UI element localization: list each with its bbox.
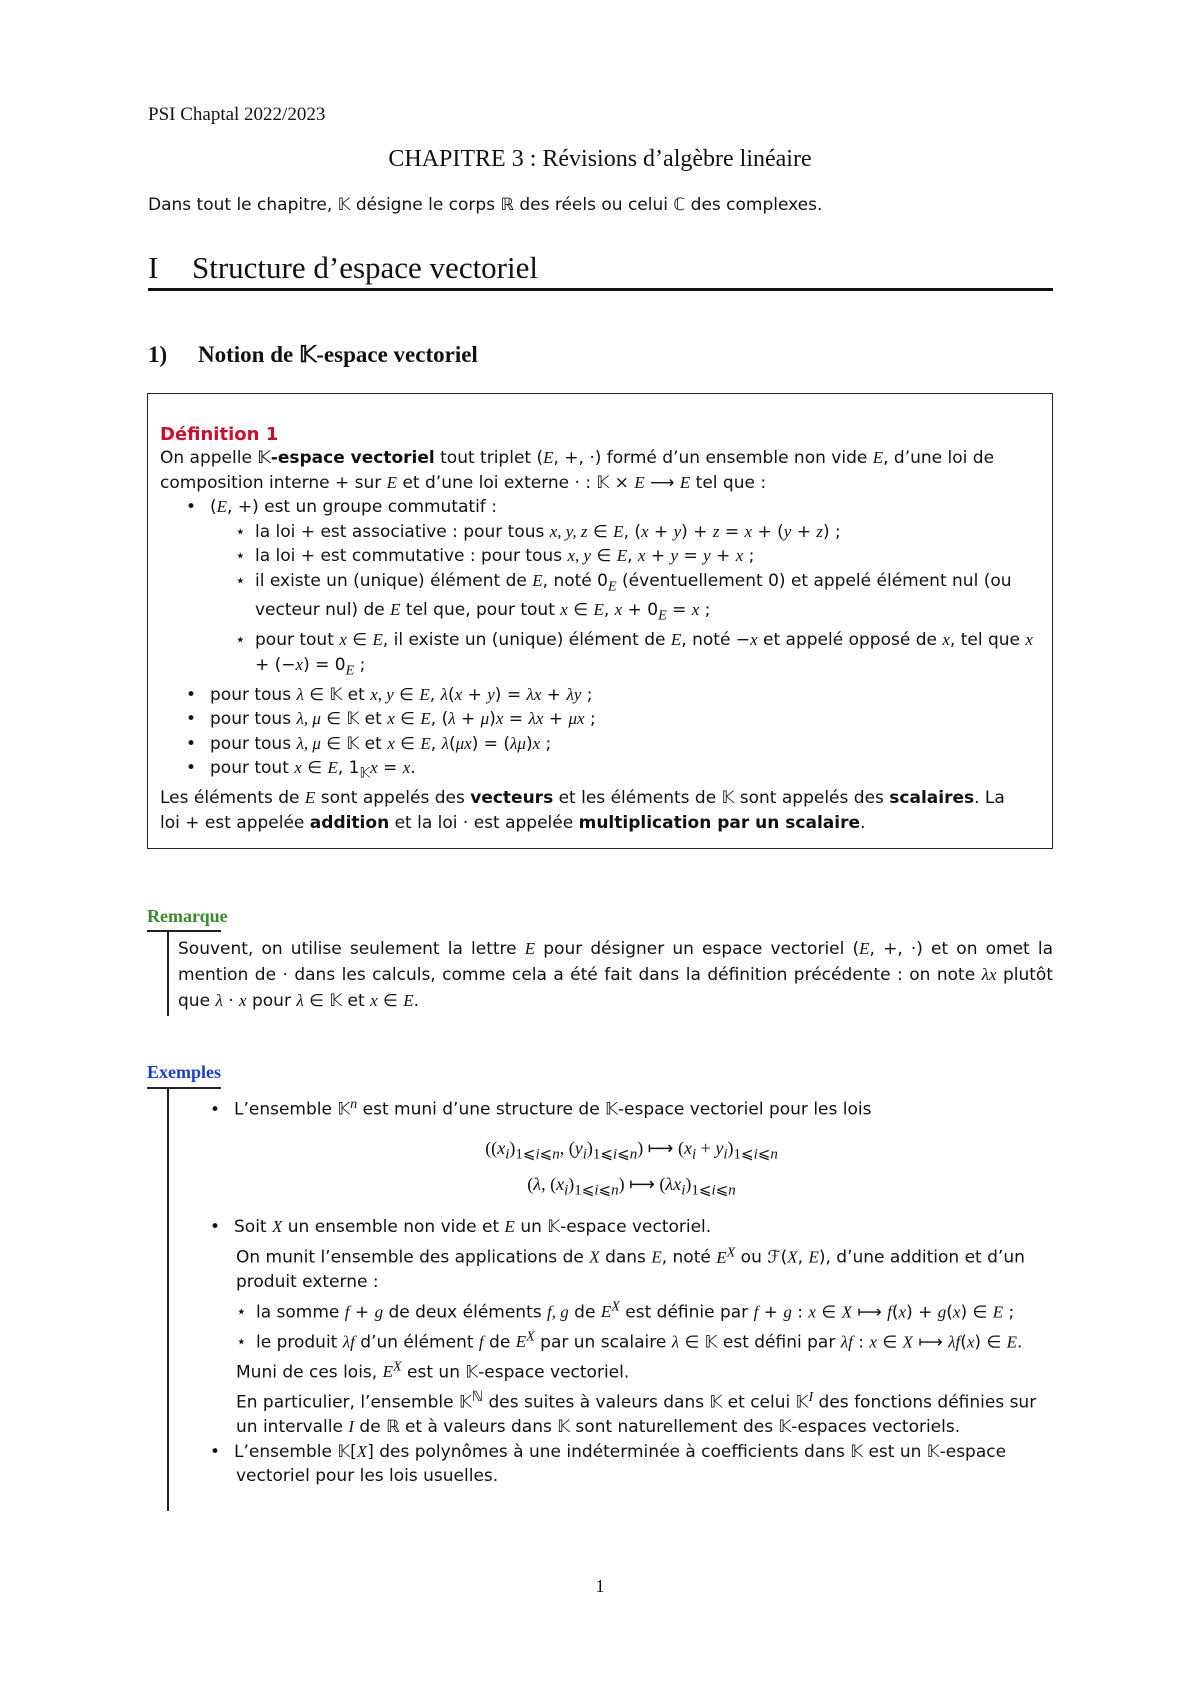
section-rule [148, 288, 1053, 291]
course-header: PSI Chaptal 2022/2023 [148, 104, 326, 125]
definition-line: On appelle 𝕂-espace vectoriel tout triplet (E, +, ·) formé d’un ensemble non vide E, d’une loi de [160, 448, 995, 468]
definition-heading: Définition 1 [160, 424, 279, 445]
examples-title: Exemples [147, 1062, 221, 1082]
remark-rule-vertical [167, 930, 169, 1016]
example-item: • L’ensemble 𝕂[X] des polynômes à une indéterminée à coefficients dans 𝕂 est un 𝕂-espace vectoriel pour les lois usuelles. [210, 1441, 1007, 1487]
example-line: Muni de ces lois, $E^X$ est un 𝕂-espace vectoriel. [236, 1358, 630, 1383]
definition-subitem: ⋆ pour tout x ∈ E, il existe un (unique) élément de E, noté −x et appelé opposé de x, tel que $x + (-x) = 0_E$ ; [235, 630, 1033, 679]
section-number: I [148, 250, 159, 285]
subsection-label: Notion de 𝕂-espace vectoriel [198, 342, 478, 367]
definition-item: • pour tout x ∈ E, $1_𝕂x = x$. [186, 758, 416, 782]
subsection-title [148, 342, 478, 368]
example-item: • L’ensemble 𝕂$^n$ est muni d’une structure de 𝕂-espace vectoriel pour les lois [210, 1096, 872, 1120]
remark-title: Remarque [147, 906, 228, 926]
example-line: En particulier, l’ensemble 𝕂$^ℕ$ des suites à valeurs dans 𝕂 et celui 𝕂$^I$ des fonctions définies sur un intervalle I de ℝ et à valeurs dans 𝕂 sont naturellement des 𝕂-espaces vectoriels. [236, 1388, 1037, 1438]
remark-rule-horizontal [147, 930, 221, 932]
equation-scalar: (λ, $(x_i)_{1⩽i⩽n}$) ⟼ $(\lambda x_i)_{1⩽i⩽n}$ [527, 1173, 736, 1199]
definition-subitem: ⋆ la loi + est associative : pour tous x, y, z ∈ E, (x + y) + z = x + (y + z) ; [235, 521, 841, 542]
subsection-number: 1) [148, 342, 168, 367]
definition-line: Les éléments de E sont appelés des vecteurs et les éléments de 𝕂 sont appelés des scalaires. La [160, 788, 1005, 809]
definition-line: loi + est appelée addition et la loi · est appelée multiplication par un scalaire. [160, 812, 866, 833]
chapter-title: CHAPITRE 3 : Révisions d’algèbre linéaire [388, 146, 812, 172]
definition-subitem: ⋆ il existe un (unique) élément de E, noté $0_E$ (éventuellement 0) et appelé élément nul (ou vecteur nul) de E tel que, pour tout x ∈ E, $x + 0_E = x$ ; [235, 570, 1012, 624]
example-line: On munit l’ensemble des applications de X dans E, noté $E^X$ ou ℱ(X, E), d’une addition et d’un produit externe : [236, 1243, 1025, 1292]
remark-body: Souvent, on utilise seulement la lettre E pour désigner un espace vectoriel (E, +, ·) et on omet la mention de · dans les calculs, comme cela a été fait dans la définition précédente : on note λx plutôt que λ · x pour λ ∈ 𝕂 et x ∈ E. [178, 939, 1053, 1011]
example-item: • Soit X un ensemble non vide et E un 𝕂-espace vectoriel. [210, 1217, 712, 1238]
example-equations [210, 1134, 1053, 1205]
definition-body [160, 446, 1040, 835]
definition-item: • pour tous λ ∈ 𝕂 et x, y ∈ E, λ(x + y) = λx + λy ; [186, 684, 593, 705]
section-label: Structure d’espace vectoriel [192, 250, 538, 285]
intro-text: Dans tout le chapitre, 𝕂 désigne le corps ℝ des réels ou celui ℂ des complexes. [148, 195, 823, 215]
example-subitem: ⋆ le produit λf d’un élément f de $E^X$ par un scalaire λ ∈ 𝕂 est défini par λf : x ∈ X ⟼ λf(x) ∈ E. [236, 1328, 1023, 1353]
examples-rule-horizontal [147, 1087, 221, 1089]
definition-line: composition interne + sur E et d’une loi externe · : 𝕂 × E ⟶ E tel que : [160, 472, 767, 493]
example-subitem: ⋆ la somme f + g de deux éléments f, g de $E^X$ est définie par f + g : x ∈ X ⟼ f(x) + g(x) ∈ E ; [236, 1298, 1015, 1323]
equation-addition: ($(x_i)_{1⩽i⩽n}$, $(y_i)_{1⩽i⩽n}$) ⟼ $(x_i + y_i)_{1⩽i⩽n}$ [485, 1138, 778, 1163]
page-number: 1 [595, 1576, 605, 1596]
examples-body [210, 1092, 1053, 1489]
definition-item: • pour tous λ, μ ∈ 𝕂 et x ∈ E, λ(μx) = (λμ)x ; [186, 733, 552, 754]
section-title [148, 250, 538, 286]
examples-rule-vertical [167, 1087, 169, 1511]
definition-subitem: ⋆ la loi + est commutative : pour tous x, y ∈ E, x + y = y + x ; [235, 546, 755, 566]
definition-item: • (E, +) est un groupe commutatif : [186, 497, 497, 517]
definition-item: • pour tous λ, μ ∈ 𝕂 et x ∈ E, (λ + μ)x = λx + μx ; [186, 709, 596, 730]
